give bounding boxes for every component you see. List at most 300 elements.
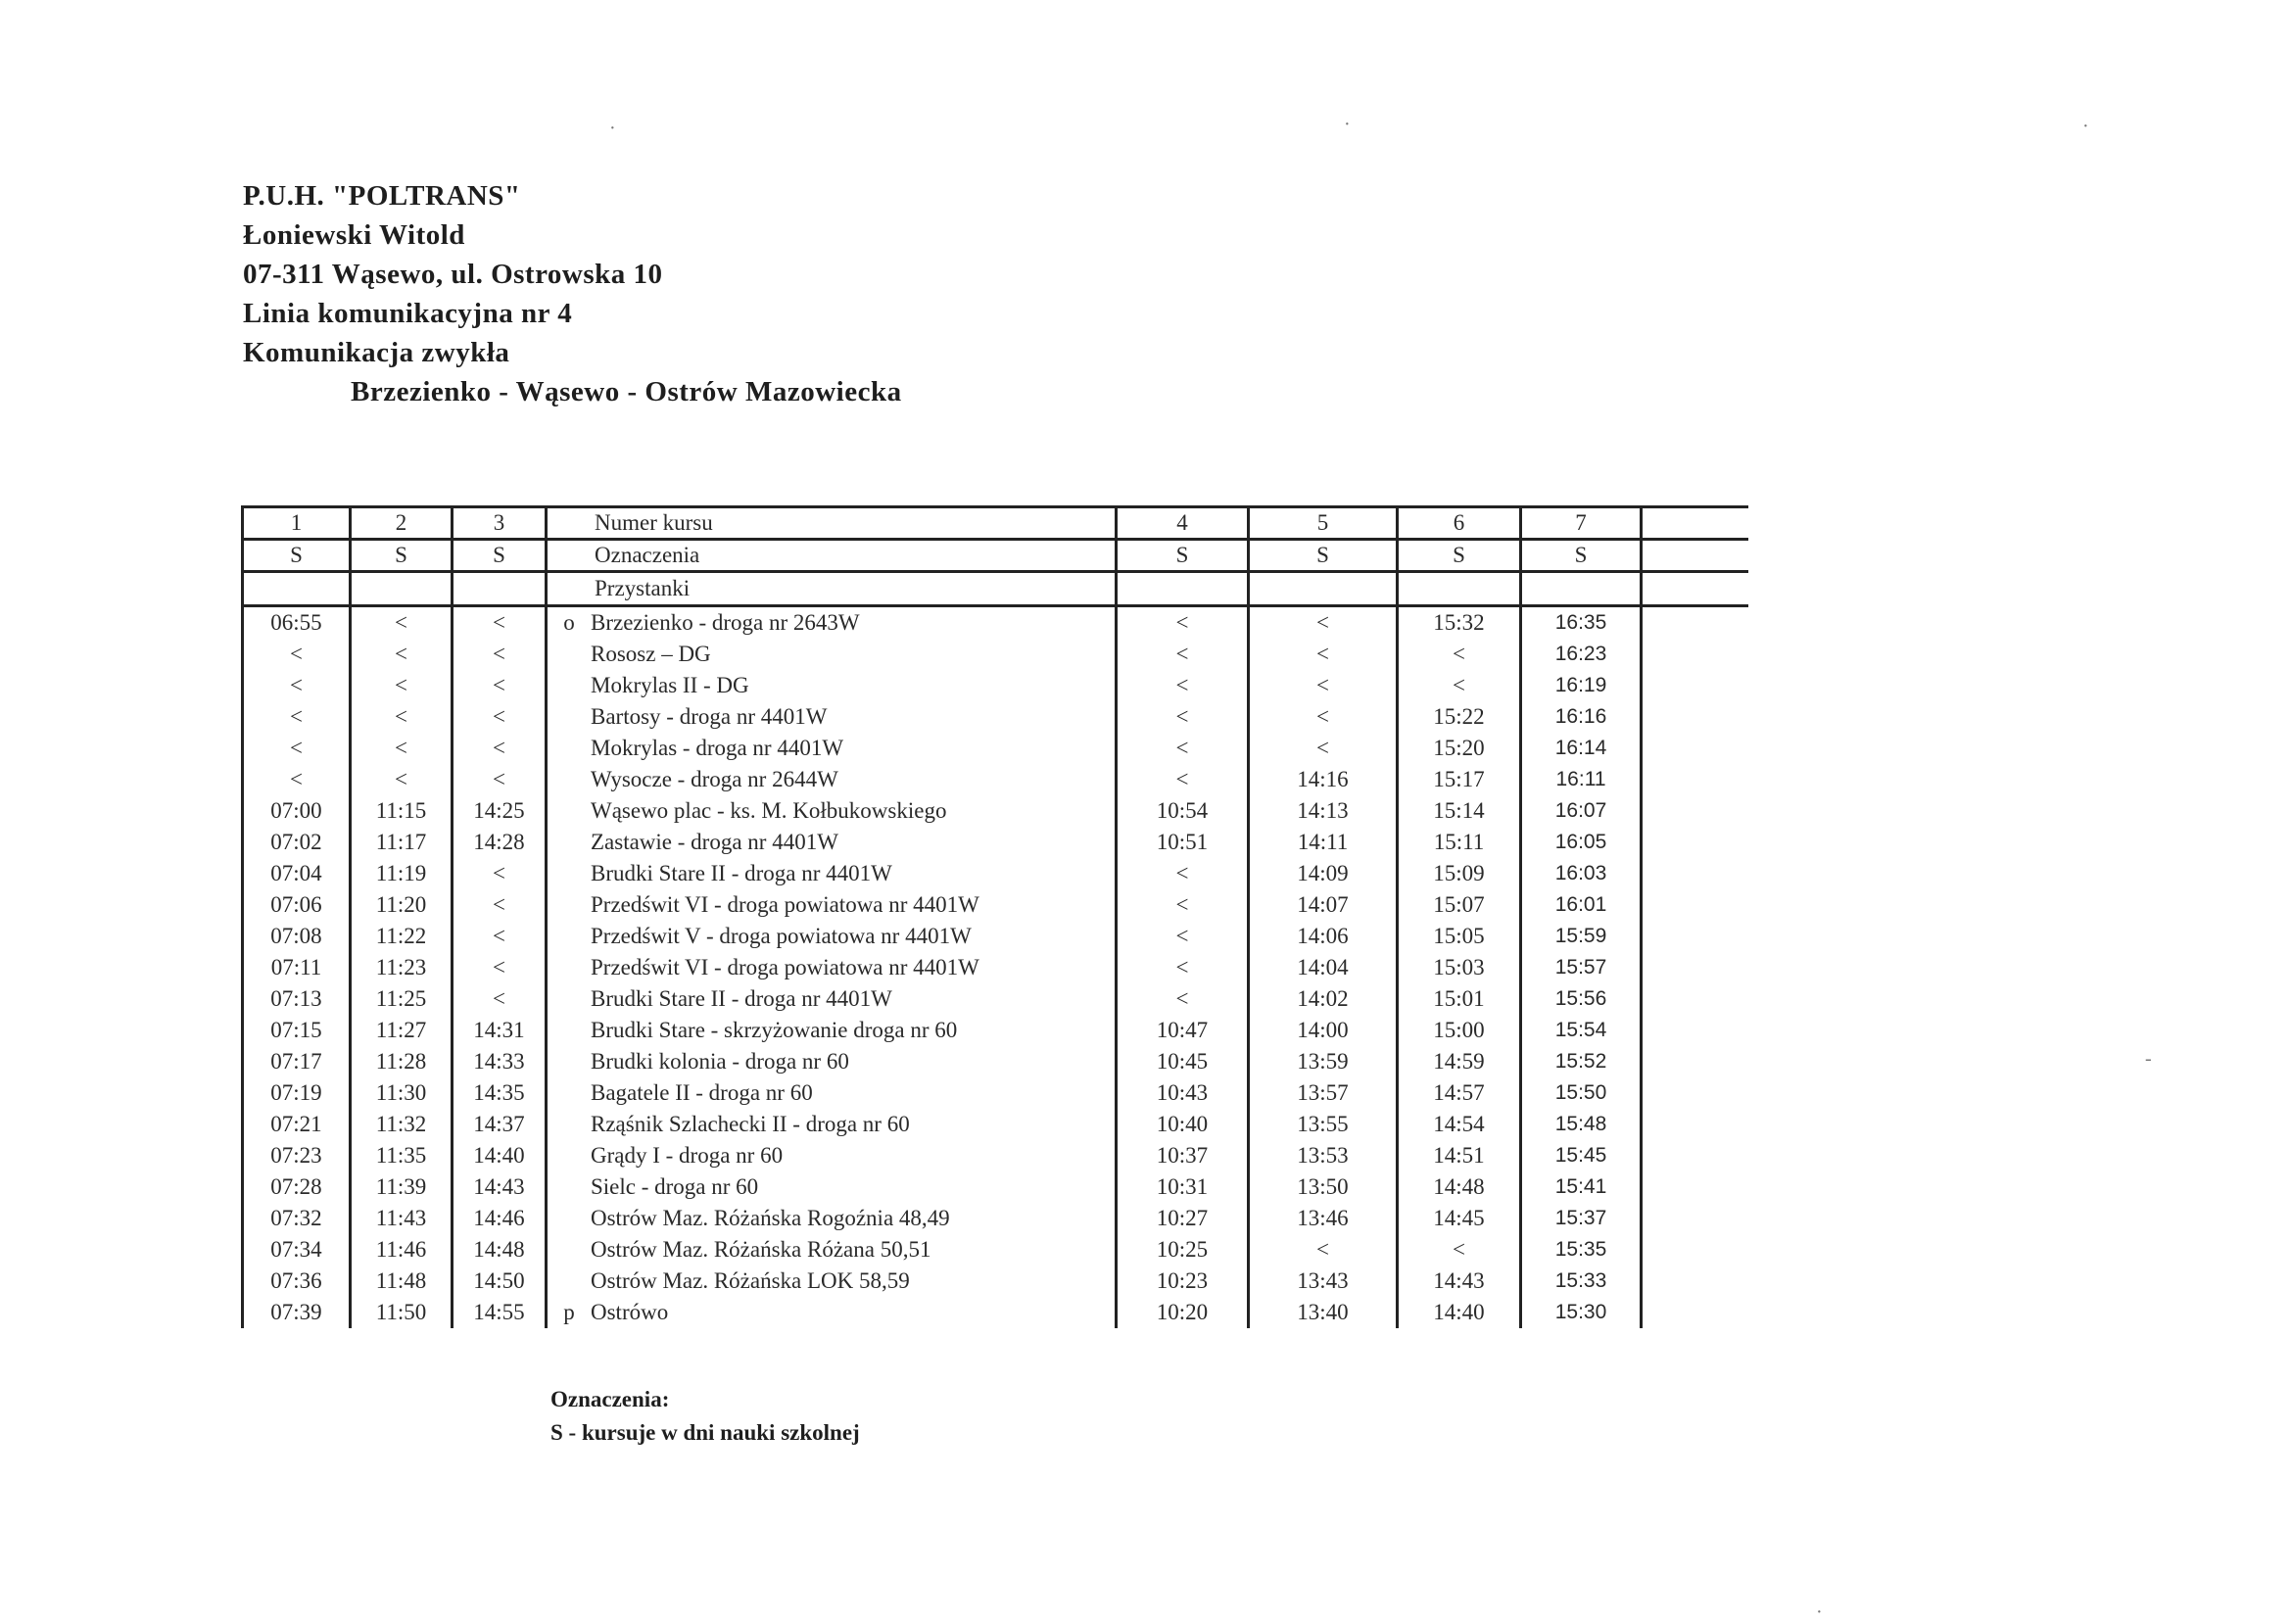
departure-time: 10:25 <box>1117 1234 1249 1266</box>
departure-time: 13:40 <box>1249 1297 1398 1328</box>
departure-time: 16:19 <box>1521 670 1642 701</box>
departure-time: 15:59 <box>1521 921 1642 952</box>
departure-time: < <box>453 889 547 921</box>
departure-time: < <box>1117 889 1249 921</box>
course-number-row <box>243 507 1748 540</box>
departure-time: 15:01 <box>1398 983 1521 1015</box>
scan-speck: · <box>1344 114 1351 135</box>
course-number: 1 <box>243 507 351 540</box>
departure-time: < <box>453 639 547 670</box>
stop-cell <box>547 606 1117 640</box>
departure-time: 11:27 <box>351 1015 453 1046</box>
course-number: 6 <box>1398 507 1521 540</box>
table-row <box>243 1297 1748 1328</box>
departure-time: < <box>351 733 453 764</box>
departure-time: 11:43 <box>351 1203 453 1234</box>
departure-time: < <box>453 952 547 983</box>
departure-time: < <box>243 764 351 795</box>
departure-time: < <box>1249 1234 1398 1266</box>
departure-time: < <box>453 670 547 701</box>
empty-cell <box>1642 1234 1748 1266</box>
departure-time: 06:55 <box>243 606 351 640</box>
departure-time: 10:23 <box>1117 1266 1249 1297</box>
stop-marker: o <box>563 610 575 635</box>
departure-time: 10:54 <box>1117 795 1249 827</box>
course-number: 7 <box>1521 507 1642 540</box>
departure-time: 16:35 <box>1521 606 1642 640</box>
empty-cell <box>1642 1171 1748 1203</box>
departure-time: 07:08 <box>243 921 351 952</box>
departure-time: 10:20 <box>1117 1297 1249 1328</box>
course-number: 2 <box>351 507 453 540</box>
course-mark: S <box>1521 540 1642 572</box>
course-number: 3 <box>453 507 547 540</box>
departure-time: 14:06 <box>1249 921 1398 952</box>
departure-time: 16:16 <box>1521 701 1642 733</box>
stop-name: Brudki Stare - skrzyżowanie droga nr 60 <box>591 1018 958 1042</box>
departure-time: 11:28 <box>351 1046 453 1077</box>
departure-time: 10:43 <box>1117 1077 1249 1109</box>
empty-cell <box>351 572 453 606</box>
departure-time: < <box>243 701 351 733</box>
empty-cell <box>1521 572 1642 606</box>
empty-cell <box>1642 858 1748 889</box>
empty-cell <box>1642 1015 1748 1046</box>
table-row <box>243 1109 1748 1140</box>
stop-name: Ostrów Maz. Różańska Rogoźnia 48,49 <box>591 1206 950 1230</box>
departure-time: 15:37 <box>1521 1203 1642 1234</box>
stop-cell <box>547 1109 1117 1140</box>
departure-time: 15:05 <box>1398 921 1521 952</box>
departure-time: < <box>1117 606 1249 640</box>
departure-time: 15:48 <box>1521 1109 1642 1140</box>
course-mark: S <box>243 540 351 572</box>
departure-time: 14:02 <box>1249 983 1398 1015</box>
departure-time: 11:22 <box>351 921 453 952</box>
departure-time: 10:40 <box>1117 1109 1249 1140</box>
departure-time: 15:35 <box>1521 1234 1642 1266</box>
departure-time: 10:45 <box>1117 1046 1249 1077</box>
departure-time: 15:07 <box>1398 889 1521 921</box>
departure-time: < <box>351 606 453 640</box>
departure-time: < <box>1249 639 1398 670</box>
empty-cell <box>1642 1140 1748 1171</box>
departure-time: 07:36 <box>243 1266 351 1297</box>
departure-time: 11:15 <box>351 795 453 827</box>
table-row <box>243 701 1748 733</box>
departure-time: 14:46 <box>453 1203 547 1234</box>
stop-cell <box>547 1171 1117 1203</box>
departure-time: 11:25 <box>351 983 453 1015</box>
route-name: Brzezienko - Wąsewo - Ostrów Mazowiecka <box>351 376 902 407</box>
departure-time: 13:46 <box>1249 1203 1398 1234</box>
departure-time: 07:32 <box>243 1203 351 1234</box>
empty-cell <box>1249 572 1398 606</box>
course-number-label: Numer kursu <box>547 507 1117 540</box>
departure-time: 14:59 <box>1398 1046 1521 1077</box>
owner-name: Łoniewski Witold <box>243 219 465 251</box>
stop-cell <box>547 952 1117 983</box>
departure-time: 14:57 <box>1398 1077 1521 1109</box>
course-mark: S <box>1398 540 1521 572</box>
departure-time: < <box>351 639 453 670</box>
scan-speck: · <box>1816 1601 1823 1623</box>
departure-time: 14:43 <box>1398 1266 1521 1297</box>
departure-time: < <box>351 764 453 795</box>
stop-cell <box>547 670 1117 701</box>
table-row <box>243 670 1748 701</box>
empty-cell <box>1642 889 1748 921</box>
departure-time: 14:33 <box>453 1046 547 1077</box>
departure-time: 14:35 <box>453 1077 547 1109</box>
table-row <box>243 606 1748 640</box>
empty-cell <box>1642 1077 1748 1109</box>
departure-time: 15:03 <box>1398 952 1521 983</box>
departure-time: 07:13 <box>243 983 351 1015</box>
table-row <box>243 639 1748 670</box>
empty-cell <box>1398 572 1521 606</box>
empty-cell <box>1642 764 1748 795</box>
empty-cell <box>1642 1109 1748 1140</box>
departure-time: < <box>1398 670 1521 701</box>
departure-time: 10:47 <box>1117 1015 1249 1046</box>
departure-time: < <box>1117 733 1249 764</box>
stop-cell <box>547 764 1117 795</box>
departure-time: < <box>453 764 547 795</box>
departure-time: 10:27 <box>1117 1203 1249 1234</box>
empty-cell <box>1642 701 1748 733</box>
empty-cell <box>1642 827 1748 858</box>
departure-time: 14:48 <box>453 1234 547 1266</box>
departure-time: 14:54 <box>1398 1109 1521 1140</box>
course-mark: S <box>453 540 547 572</box>
stop-name: Brudki Stare II - droga nr 4401W <box>591 986 892 1011</box>
departure-time: 11:39 <box>351 1171 453 1203</box>
stop-cell <box>547 827 1117 858</box>
empty-cell <box>1642 572 1748 606</box>
empty-cell <box>1642 540 1748 572</box>
stop-cell <box>547 921 1117 952</box>
departure-time: < <box>453 921 547 952</box>
departure-time: 07:04 <box>243 858 351 889</box>
departure-time: 07:19 <box>243 1077 351 1109</box>
departure-time: 11:19 <box>351 858 453 889</box>
departure-time: 11:17 <box>351 827 453 858</box>
table-row <box>243 1203 1748 1234</box>
departure-time: 16:14 <box>1521 733 1642 764</box>
departure-time: 14:43 <box>453 1171 547 1203</box>
departure-time: 07:15 <box>243 1015 351 1046</box>
stop-cell <box>547 795 1117 827</box>
departure-time: 14:50 <box>453 1266 547 1297</box>
timetable-table <box>241 505 1748 1328</box>
departure-time: < <box>1117 701 1249 733</box>
course-mark: S <box>1249 540 1398 572</box>
departure-time: 11:23 <box>351 952 453 983</box>
table-row <box>243 952 1748 983</box>
departure-time: < <box>243 733 351 764</box>
course-mark: S <box>351 540 453 572</box>
departure-time: 07:00 <box>243 795 351 827</box>
stop-name: Wysocze - droga nr 2644W <box>591 767 838 791</box>
departure-time: 15:33 <box>1521 1266 1642 1297</box>
departure-time: < <box>1117 670 1249 701</box>
legend <box>550 1383 860 1450</box>
departure-time: 13:55 <box>1249 1109 1398 1140</box>
table-row <box>243 1171 1748 1203</box>
departure-time: 16:01 <box>1521 889 1642 921</box>
departure-time: 07:28 <box>243 1171 351 1203</box>
departure-time: 15:56 <box>1521 983 1642 1015</box>
empty-cell <box>1642 1297 1748 1328</box>
departure-time: 13:50 <box>1249 1171 1398 1203</box>
stop-name: Przedświt VI - droga powiatowa nr 4401W <box>591 955 979 979</box>
departure-time: 11:32 <box>351 1109 453 1140</box>
empty-cell <box>243 572 351 606</box>
departure-time: < <box>453 606 547 640</box>
line-number: Linia komunikacyjna nr 4 <box>243 298 573 329</box>
departure-time: 15:20 <box>1398 733 1521 764</box>
departure-time: 16:07 <box>1521 795 1642 827</box>
stop-name: Przedświt VI - droga powiatowa nr 4401W <box>591 892 979 917</box>
company-address: 07-311 Wąsewo, ul. Ostrowska 10 <box>243 259 663 290</box>
stop-name: Sielc - droga nr 60 <box>591 1174 759 1199</box>
departure-time: 14:13 <box>1249 795 1398 827</box>
departure-time: 11:48 <box>351 1266 453 1297</box>
departure-time: 14:40 <box>453 1140 547 1171</box>
departure-time: 10:37 <box>1117 1140 1249 1171</box>
departure-time: 11:50 <box>351 1297 453 1328</box>
empty-cell <box>1642 639 1748 670</box>
stop-cell <box>547 858 1117 889</box>
service-type: Komunikacja zwykła <box>243 337 510 368</box>
departure-time: 13:59 <box>1249 1046 1398 1077</box>
departure-time: < <box>1398 639 1521 670</box>
departure-time: < <box>1117 858 1249 889</box>
stop-name: Ostrówo <box>591 1300 669 1324</box>
empty-cell <box>1117 572 1249 606</box>
empty-cell <box>1642 1203 1748 1234</box>
departure-time: 15:17 <box>1398 764 1521 795</box>
departure-time: 15:30 <box>1521 1297 1642 1328</box>
departure-time: 14:31 <box>453 1015 547 1046</box>
table-row <box>243 921 1748 952</box>
departure-time: 14:51 <box>1398 1140 1521 1171</box>
stop-name: Rososz – DG <box>591 642 711 666</box>
departure-time: 16:23 <box>1521 639 1642 670</box>
departure-time: < <box>453 983 547 1015</box>
table-row <box>243 1077 1748 1109</box>
departure-time: 14:07 <box>1249 889 1398 921</box>
scan-speck: · <box>2082 116 2089 137</box>
empty-cell <box>1642 670 1748 701</box>
departure-time: < <box>453 733 547 764</box>
stop-cell <box>547 1234 1117 1266</box>
departure-time: 14:16 <box>1249 764 1398 795</box>
departure-time: < <box>1117 983 1249 1015</box>
departure-time: < <box>351 670 453 701</box>
table-row <box>243 1234 1748 1266</box>
stop-name: Mokrylas II - DG <box>591 673 749 697</box>
empty-cell <box>1642 507 1748 540</box>
stops-label-row <box>243 572 1748 606</box>
legend-s-meaning: S - kursuje w dni nauki szkolnej <box>550 1420 860 1445</box>
departure-time: < <box>1117 764 1249 795</box>
legend-title: Oznaczenia: <box>550 1387 670 1411</box>
course-number: 4 <box>1117 507 1249 540</box>
stop-cell <box>547 1015 1117 1046</box>
departure-time: 07:21 <box>243 1109 351 1140</box>
document-header <box>243 176 902 411</box>
departure-time: 13:57 <box>1249 1077 1398 1109</box>
empty-cell <box>1642 606 1748 640</box>
empty-cell <box>1642 733 1748 764</box>
stop-name: Ostrów Maz. Różańska Różana 50,51 <box>591 1237 931 1262</box>
departure-time: < <box>1249 670 1398 701</box>
stop-cell <box>547 1046 1117 1077</box>
stop-name: Zastawie - droga nr 4401W <box>591 830 838 854</box>
departure-time: 10:31 <box>1117 1171 1249 1203</box>
departure-time: 13:53 <box>1249 1140 1398 1171</box>
stop-cell <box>547 733 1117 764</box>
table-row <box>243 858 1748 889</box>
stop-name: Brudki kolonia - droga nr 60 <box>591 1049 849 1074</box>
table-row <box>243 1140 1748 1171</box>
departure-time: 11:46 <box>351 1234 453 1266</box>
departure-time: 14:28 <box>453 827 547 858</box>
departure-time: 15:45 <box>1521 1140 1642 1171</box>
departure-time: 11:35 <box>351 1140 453 1171</box>
departure-time: < <box>243 639 351 670</box>
departure-time: 15:54 <box>1521 1015 1642 1046</box>
departure-time: 15:57 <box>1521 952 1642 983</box>
stop-cell <box>547 889 1117 921</box>
departure-time: < <box>243 670 351 701</box>
stop-cell <box>547 983 1117 1015</box>
stops-label: Przystanki <box>547 572 1117 606</box>
stop-name: Ostrów Maz. Różańska LOK 58,59 <box>591 1268 910 1293</box>
scan-speck: · <box>609 118 616 139</box>
departure-time: 14:40 <box>1398 1297 1521 1328</box>
table-row <box>243 889 1748 921</box>
departure-time: < <box>453 701 547 733</box>
table-row <box>243 1266 1748 1297</box>
departure-time: < <box>1117 639 1249 670</box>
departure-time: 15:22 <box>1398 701 1521 733</box>
departure-time: 15:14 <box>1398 795 1521 827</box>
table-row <box>243 983 1748 1015</box>
departure-time: 14:09 <box>1249 858 1398 889</box>
departure-time: 07:23 <box>243 1140 351 1171</box>
stop-name: Grądy I - droga nr 60 <box>591 1143 784 1168</box>
departure-time: 15:00 <box>1398 1015 1521 1046</box>
empty-cell <box>1642 921 1748 952</box>
departure-time: 15:52 <box>1521 1046 1642 1077</box>
departure-time: 16:03 <box>1521 858 1642 889</box>
departure-time: 14:37 <box>453 1109 547 1140</box>
empty-cell <box>1642 952 1748 983</box>
departure-time: 14:00 <box>1249 1015 1398 1046</box>
stop-name: Mokrylas - droga nr 4401W <box>591 736 844 760</box>
departure-time: < <box>1249 606 1398 640</box>
marks-label: Oznaczenia <box>547 540 1117 572</box>
company-name: P.U.H. "POLTRANS" <box>243 180 521 212</box>
stop-cell <box>547 701 1117 733</box>
empty-cell <box>1642 1266 1748 1297</box>
departure-time: 14:25 <box>453 795 547 827</box>
empty-cell <box>1642 795 1748 827</box>
timetable <box>241 505 1748 1328</box>
departure-time: 07:11 <box>243 952 351 983</box>
departure-time: 15:11 <box>1398 827 1521 858</box>
marks-row <box>243 540 1748 572</box>
departure-time: 14:55 <box>453 1297 547 1328</box>
empty-cell <box>453 572 547 606</box>
departure-time: 14:45 <box>1398 1203 1521 1234</box>
table-row <box>243 1015 1748 1046</box>
departure-time: 14:48 <box>1398 1171 1521 1203</box>
stop-cell <box>547 1077 1117 1109</box>
stop-cell <box>547 1203 1117 1234</box>
course-mark: S <box>1117 540 1249 572</box>
scan-speck: - <box>2145 1048 2152 1070</box>
stop-cell <box>547 1266 1117 1297</box>
table-row <box>243 1046 1748 1077</box>
departure-time: 11:30 <box>351 1077 453 1109</box>
table-row <box>243 827 1748 858</box>
stop-name: Bartosy - droga nr 4401W <box>591 704 828 729</box>
timetable-body <box>243 507 1748 1329</box>
departure-time: 13:43 <box>1249 1266 1398 1297</box>
departure-time: 14:04 <box>1249 952 1398 983</box>
stop-name: Przedświt V - droga powiatowa nr 4401W <box>591 924 972 948</box>
departure-time: 10:51 <box>1117 827 1249 858</box>
departure-time: 15:09 <box>1398 858 1521 889</box>
departure-time: 14:11 <box>1249 827 1398 858</box>
departure-time: < <box>1249 701 1398 733</box>
stop-marker: p <box>563 1300 575 1324</box>
departure-time: 16:11 <box>1521 764 1642 795</box>
stop-name: Brzezienko - droga nr 2643W <box>591 610 860 635</box>
table-row <box>243 733 1748 764</box>
departure-time: < <box>1117 952 1249 983</box>
stop-cell <box>547 1297 1117 1328</box>
stop-name: Bagatele II - droga nr 60 <box>591 1080 813 1105</box>
empty-cell <box>1642 983 1748 1015</box>
departure-time: 07:17 <box>243 1046 351 1077</box>
empty-cell <box>1642 1046 1748 1077</box>
departure-time: 07:06 <box>243 889 351 921</box>
table-row <box>243 795 1748 827</box>
departure-time: 07:39 <box>243 1297 351 1328</box>
departure-time: < <box>1249 733 1398 764</box>
departure-time: 07:02 <box>243 827 351 858</box>
departure-time: < <box>453 858 547 889</box>
departure-time: 11:20 <box>351 889 453 921</box>
stop-cell <box>547 1140 1117 1171</box>
table-row <box>243 764 1748 795</box>
course-number: 5 <box>1249 507 1398 540</box>
departure-time: < <box>1398 1234 1521 1266</box>
departure-time: 15:50 <box>1521 1077 1642 1109</box>
departure-time: 16:05 <box>1521 827 1642 858</box>
departure-time: 15:32 <box>1398 606 1521 640</box>
departure-time: < <box>1117 921 1249 952</box>
departure-time: 15:41 <box>1521 1171 1642 1203</box>
departure-time: < <box>351 701 453 733</box>
stop-cell <box>547 639 1117 670</box>
stop-name: Rząśnik Szlachecki II - droga nr 60 <box>591 1112 910 1136</box>
